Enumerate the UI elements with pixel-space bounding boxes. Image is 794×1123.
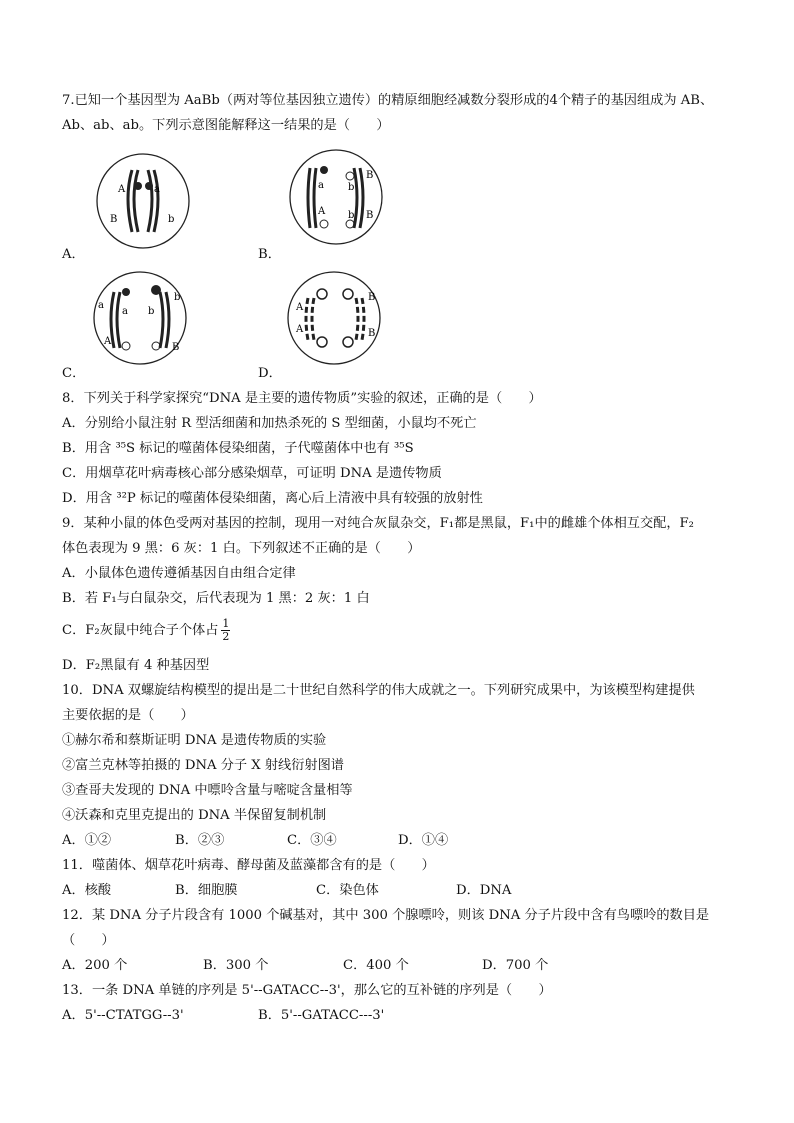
allele-label: b: [174, 292, 181, 303]
q9-option-b: B．若 F₁与白鼠杂交，后代表现为 1 黑：2 灰：1 白: [62, 591, 370, 606]
q7-stem-line1: 7.已知一个基因型为 AaBb（两对等位基因独立遗传）的精原细胞经减数分裂形成的4个精子的基因组成为 AB、: [62, 93, 714, 108]
q12-option-c: C．400 个: [343, 958, 409, 973]
allele-label: A: [318, 206, 326, 217]
q12-option-d: D．700 个: [482, 958, 549, 973]
allele-label: A: [296, 324, 304, 335]
allele-label: A: [118, 184, 126, 195]
q9-option-c-text: C．F₂灰鼠中纯合子个体占: [62, 623, 219, 638]
q9-option-a: A．小鼠体色遗传遵循基因自由组合定律: [62, 566, 296, 581]
q10-item-1: ①赫尔希和蔡斯证明 DNA 是遗传物质的实验: [62, 733, 327, 748]
q11-option-c: C．染色体: [316, 883, 379, 898]
allele-label: B: [368, 328, 376, 339]
q7-fig-a-label: A．: [62, 247, 85, 262]
q10-item-2: ②富兰克林等拍摄的 DNA 分子 X 射线衍射图谱: [62, 758, 344, 773]
q11-stem: 11．噬菌体、烟草花叶病毒、酵母菌及蓝藻都含有的是（ ）: [62, 858, 435, 873]
allele-label: B: [366, 170, 374, 181]
q10-item-3: ③查哥夫发现的 DNA 中嘌呤含量与嘧啶含量相等: [62, 783, 353, 798]
q10-option-c: C．③④: [287, 833, 337, 848]
allele-label: b: [148, 306, 155, 317]
q10-option-b: B．②③: [175, 833, 225, 848]
allele-label: B: [368, 292, 376, 303]
q10-option-a: A．①②: [62, 833, 112, 848]
q8-option-c: C．用烟草花叶病毒核心部分感染烟草，可证明 DNA 是遗传物质: [62, 466, 442, 481]
allele-label: a: [318, 180, 324, 191]
q12-stem-line1: 12．某 DNA 分子片段含有 1000 个碱基对，其中 300 个腺嘌呤，则该 DNA 分子片段中含有鸟嘌呤的数目是: [62, 908, 710, 923]
allele-label: a: [98, 300, 104, 311]
q7-fig-d-cell-diagram: [286, 270, 382, 366]
q10-stem-line1: 10．DNA 双螺旋结构模型的提出是二十世纪自然科学的伟大成就之一。下列研究成果中，为该模型构建提供: [62, 683, 695, 698]
allele-label: b: [348, 182, 355, 193]
q7-fig-a-cell-diagram: [94, 152, 192, 250]
allele-label: b: [348, 210, 355, 221]
q9-option-c: [62, 616, 230, 646]
q9-stem-line2: 体色表现为 9 黑：6 灰：1 白。下列叙述不正确的是（ ）: [62, 541, 421, 556]
allele-label: A: [104, 336, 112, 347]
q10-item-4: ④沃森和克里克提出的 DNA 半保留复制机制: [62, 808, 327, 823]
q13-option-b: B．5'--GATACC---3': [258, 1008, 385, 1023]
q13-option-a: A．5'--CTATGG--3': [62, 1008, 184, 1023]
q12-option-b: B．300 个: [203, 958, 269, 973]
q9-option-d: D．F₂黑鼠有 4 种基因型: [62, 658, 210, 673]
allele-label: a: [154, 184, 160, 195]
q7-fig-b-label: B．: [258, 247, 281, 262]
q11-option-b: B．细胞膜: [175, 883, 238, 898]
q7-stem-line2: Ab、ab、ab。下列示意图能解释这一结果的是（ ）: [62, 118, 390, 133]
allele-label: b: [168, 214, 175, 225]
q8-option-b: B．用含 ³⁵S 标记的噬菌体侵染细菌，子代噬菌体中也有 ³⁵S: [62, 441, 414, 456]
q9-stem-line1: 9．某种小鼠的体色受两对基因的控制，现用一对纯合灰鼠杂交，F₁都是黑鼠，F₁中的雌雄个体相互交配，F₂: [62, 516, 694, 531]
q12-option-a: A．200 个: [62, 958, 128, 973]
allele-label: B: [366, 210, 374, 221]
q7-fig-d-label: D．: [258, 366, 282, 381]
q8-option-a: A．分别给小鼠注射 R 型活细菌和加热杀死的 S 型细菌，小鼠均不死亡: [62, 416, 477, 431]
q8-stem: 8．下列关于科学家探究“DNA 是主要的遗传物质”实验的叙述，正确的是（ ）: [62, 391, 542, 406]
allele-label: B: [110, 214, 118, 225]
allele-label: a: [122, 306, 128, 317]
q10-option-d: D．①④: [398, 833, 449, 848]
q7-fig-b-cell-diagram: [288, 148, 384, 246]
q8-option-d: D．用含 ³²P 标记的噬菌体侵染细菌，离心后上清液中具有较强的放射性: [62, 491, 483, 506]
q11-option-a: A．核酸: [62, 883, 112, 898]
q12-stem-line2: （ ）: [62, 933, 115, 948]
q13-stem: 13．一条 DNA 单链的序列是 5'--GATACC--3'，那么它的互补链的序列是（ ）: [62, 983, 552, 998]
q7-fig-c-label: C．: [62, 366, 86, 381]
q7-fig-c-cell-diagram: [92, 270, 188, 366]
q10-stem-line2: 主要依据的是（ ）: [62, 708, 194, 723]
one-half-fraction: $\frac{1}{2}$: [222, 617, 230, 643]
allele-label: B: [172, 342, 180, 353]
allele-label: A: [296, 302, 304, 313]
q11-option-d: D．DNA: [456, 883, 512, 898]
